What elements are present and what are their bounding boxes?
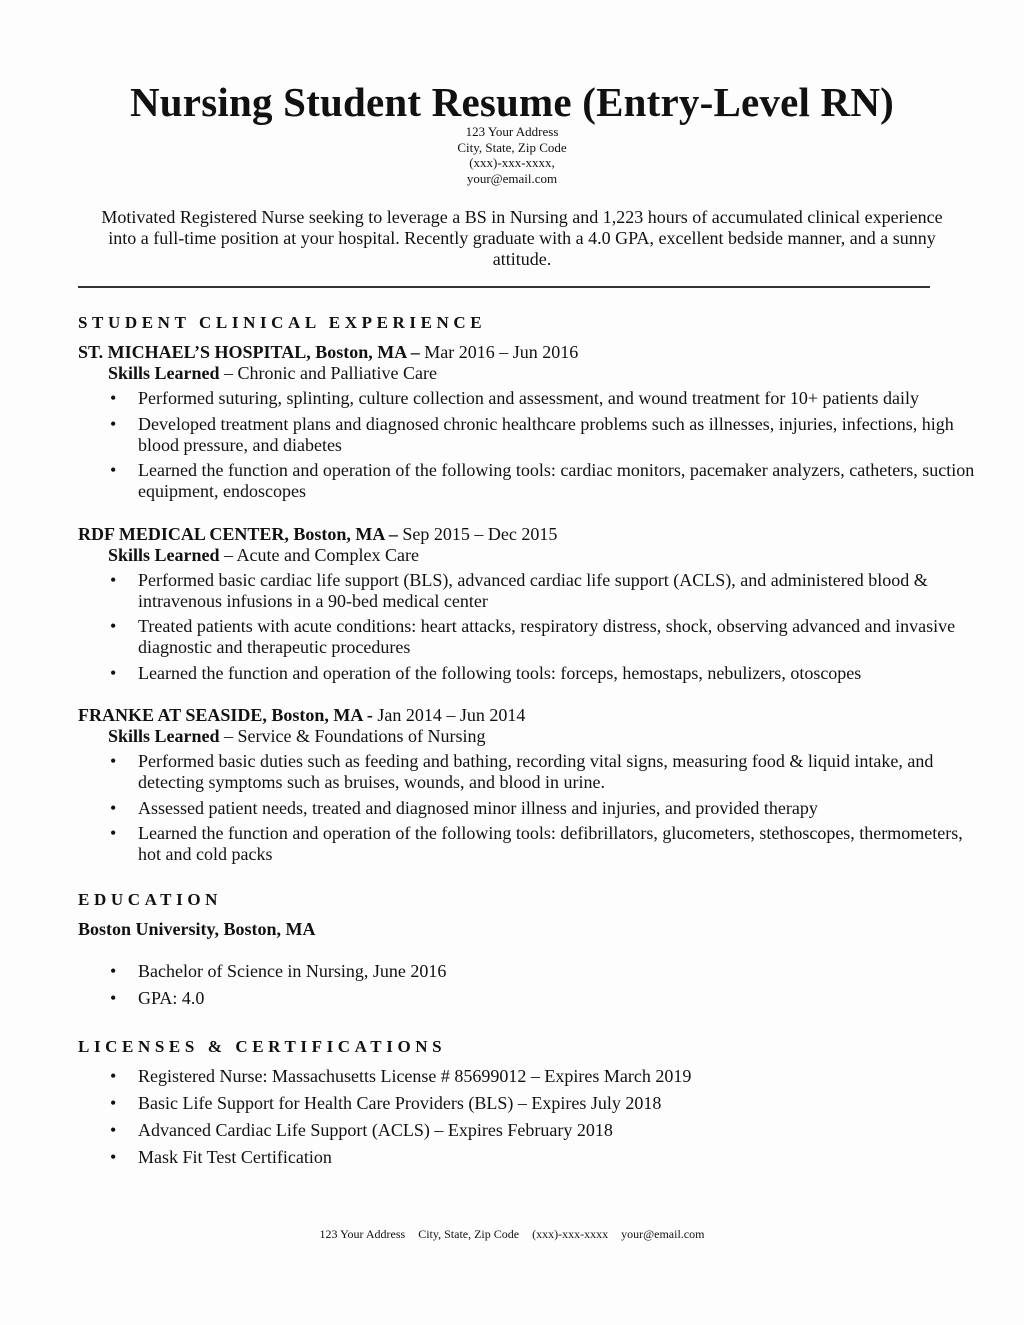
job-dates: Mar 2016 – Jun 2016: [419, 342, 579, 362]
job-employer: RDF MEDICAL CENTER, Boston, MA –: [78, 523, 398, 544]
education-bullets: [78, 961, 978, 1009]
list-item: • Performed suturing, splinting, culture collection and assessment, and wound treatment for 10+ patients daily: [138, 388, 978, 409]
section-heading-experience: STUDENT CLINICAL EXPERIENCE: [78, 313, 487, 332]
job-employer: ST. MICHAEL’S HOSPITAL, Boston, MA –: [78, 342, 420, 362]
list-item: • Advanced Cardiac Life Support (ACLS) – Expires February 2018: [138, 1120, 978, 1141]
job-dates: Sep 2015 – Dec 2015: [397, 523, 558, 544]
list-item: • Treated patients with acute conditions: heart attacks, respiratory distress, shock, observing advanced and invasive diagnostic and therapeutic procedures: [138, 616, 978, 658]
skills-label: Skills Learned: [108, 726, 220, 746]
skills-label: Skills Learned: [108, 363, 220, 383]
job-entry: [78, 705, 978, 887]
contact-phone: (xxx)-xxx-xxxx,: [469, 155, 555, 171]
list-item: • Developed treatment plans and diagnosed chronic healthcare problems such as illnesses, injuries, infections, high blood pressure, and diabetes: [138, 414, 978, 456]
section-heading-licenses: LICENSES & CERTIFICATIONS: [78, 1037, 447, 1056]
list-item: • Basic Life Support for Health Care Providers (BLS) – Expires July 2018: [138, 1093, 978, 1114]
list-item: • Learned the function and operation of the following tools: cardiac monitors, pacemaker analyzers, catheters, suction equipment, endoscopes: [138, 460, 978, 502]
resume-title: Nursing Student Resume (Entry-Level RN): [130, 79, 894, 125]
job-bullets: [78, 751, 978, 865]
list-item: • Performed basic cardiac life support (BLS), advanced cardiac life support (ACLS), and administered blood & intravenous infusions in a 90-bed medical center: [138, 570, 978, 612]
skills-label: Skills Learned: [108, 544, 220, 565]
job-entry: [78, 524, 978, 706]
footer-city: City, State, Zip Code: [418, 1227, 520, 1241]
contact-block: [0, 124, 1024, 186]
contact-city: City, State, Zip Code: [457, 139, 567, 155]
resume-body: [78, 312, 978, 1173]
job-employer: FRANKE AT SEASIDE, Boston, MA -: [78, 705, 373, 725]
footer-email: your@email.com: [621, 1227, 705, 1241]
list-item: • Performed basic duties such as feeding and bathing, recording vital signs, measuring food & liquid intake, and detecting symptoms such as bruises, wounds, and blood in urine.: [138, 751, 978, 793]
contact-address: 123 Your Address: [465, 124, 559, 139]
list-item: • Learned the function and operation of the following tools: defibrillators, glucometers, stethoscopes, thermometers, hot and cold packs: [138, 823, 978, 865]
list-item: • Registered Nurse: Massachusetts License # 85699012 – Expires March 2019: [138, 1066, 978, 1087]
section-heading-education: EDUCATION: [78, 889, 223, 909]
contact-email: your@email.com: [466, 170, 558, 186]
footer-phone: (xxx)-xxx-xxxx: [532, 1227, 609, 1241]
job-bullets: [78, 388, 978, 502]
school-name: Boston University, Boston, MA: [78, 918, 316, 939]
footer-address: 123 Your Address: [319, 1227, 406, 1241]
list-item: • Assessed patient needs, treated and diagnosed minor illness and injuries, and provided therapy: [138, 798, 978, 819]
experience-list: [78, 342, 978, 887]
list-item: • Learned the function and operation of the following tools: forceps, hemostaps, nebulizers, otoscopes: [138, 663, 978, 684]
job-dates: Jan 2014 – Jun 2014: [372, 705, 526, 725]
footer-contact: [0, 1227, 1024, 1242]
summary: Motivated Registered Nurse seeking to leverage a BS in Nursing and 1,223 hours of accumulated clinical experience into a full-time position at your hospital. Recently graduate with a 4.0 GPA, excellent bedside manner, and a sunny attitude.: [101, 207, 943, 269]
list-item: • Bachelor of Science in Nursing, June 2016: [138, 961, 978, 982]
skills-value: – Chronic and Palliative Care: [219, 363, 437, 383]
job-entry: [78, 342, 978, 524]
divider: [78, 286, 930, 288]
list-item: • Mask Fit Test Certification: [138, 1147, 978, 1168]
skills-value: – Service & Foundations of Nursing: [219, 726, 486, 746]
list-item: • GPA: 4.0: [138, 988, 978, 1009]
skills-value: – Acute and Complex Care: [219, 544, 419, 565]
license-bullets: [78, 1066, 978, 1168]
job-bullets: [78, 570, 978, 684]
